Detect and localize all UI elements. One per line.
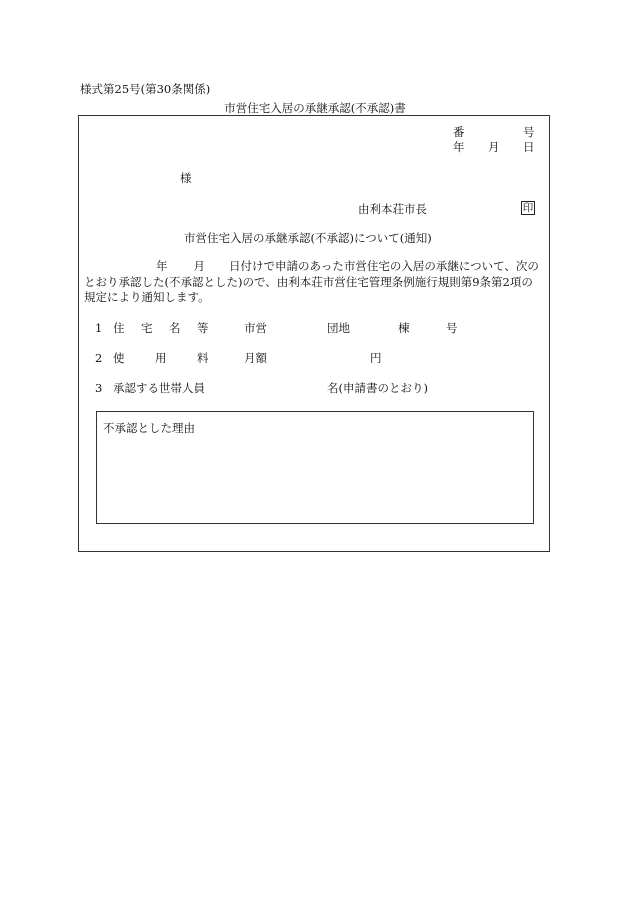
item-2-label-char-3: 料 — [197, 351, 209, 365]
body-line-1-text: 日付けで申請のあった市営住宅の入居の承継について、次の — [229, 259, 539, 273]
item-1-label-char-4: 等 — [197, 321, 209, 335]
body-line-3: 規定により通知します。 — [84, 290, 210, 304]
rejection-reason-label: 不承認とした理由 — [103, 421, 195, 435]
form-number-label: 様式第25号(第30条関係) — [80, 82, 211, 96]
notice-subject: 市営住宅入居の承継承認(不承認)について(通知) — [184, 231, 432, 245]
document-number-label: 番 — [453, 125, 465, 139]
item-2-yen-label: 円 — [370, 351, 382, 365]
date-month-label: 月 — [488, 140, 500, 154]
item-1-number: 1 — [95, 321, 103, 335]
body-line-1 — [84, 259, 546, 275]
item-2-number: 2 — [95, 351, 103, 365]
item-1-complex-label: 団地 — [327, 321, 350, 335]
item-1-label-char-3: 名 — [169, 321, 181, 335]
item-3-number: 3 — [95, 381, 103, 395]
body-month-label: 月 — [193, 259, 205, 273]
issuer-name: 由利本荘市長 — [358, 202, 427, 216]
item-1-city-label: 市営 — [244, 321, 267, 335]
item-1-building-label: 棟 — [398, 321, 410, 335]
item-2-label-char-1: 使 — [113, 351, 125, 365]
item-3-label: 承認する世帯人員 — [113, 381, 205, 395]
addressee-suffix: 様 — [180, 171, 192, 185]
body-line-2: とおり承認した(不承認とした)ので、由利本荘市営住宅管理条例施行規則第9条第2項の — [84, 274, 533, 289]
item-2-label-char-2: 用 — [155, 351, 167, 365]
document-title: 市営住宅入居の承継承認(不承認)書 — [224, 101, 406, 115]
notice-body — [84, 259, 546, 306]
document-number-suffix: 号 — [523, 125, 535, 139]
item-1-unit-label: 号 — [446, 321, 458, 335]
date-day-label: 日 — [523, 140, 535, 154]
item-1-label-char-1: 住 — [113, 321, 125, 335]
item-3-count-text: 名(申請書のとおり) — [327, 381, 428, 395]
body-year-label: 年 — [156, 259, 168, 273]
date-year-label: 年 — [453, 140, 465, 154]
seal-mark: 印 — [522, 202, 534, 214]
item-2-monthly-label: 月額 — [244, 351, 267, 365]
item-1-label-char-2: 宅 — [141, 321, 153, 335]
